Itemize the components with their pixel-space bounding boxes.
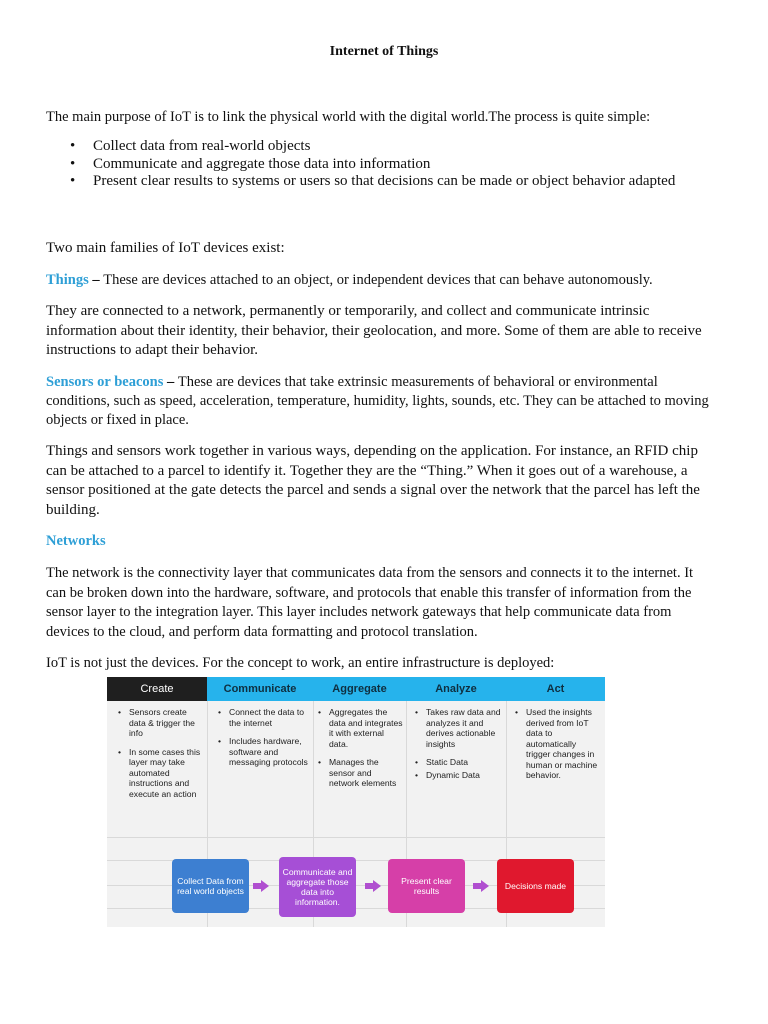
- aggregate-cell: [315, 707, 403, 797]
- flow-box-decisions: Decisions made: [497, 859, 574, 913]
- things-detail-paragraph: They are connected to a network, permanently or temporarily, and collect and communicate intrinsic information about their identity, their behavior, their geolocation, and more. Some of them are able to receive instructions to adapt their behavior.: [46, 303, 702, 358]
- header-analyze: Analyze: [406, 677, 506, 701]
- flow-box-collect: Collect Data from real world objects: [172, 859, 249, 913]
- networks-heading: Networks: [46, 533, 106, 549]
- communicate-cell: [215, 707, 309, 776]
- table-bullet: • Takes raw data and analyzes it and derives actionable insights: [412, 707, 504, 749]
- arrow-right-icon: [365, 880, 381, 892]
- bullet-item: • Collect data from real-world objects: [70, 138, 311, 154]
- table-bullet: • Manages the sensor and network elements: [315, 757, 403, 789]
- arrow-right-icon: [473, 880, 489, 892]
- header-create: Create: [107, 677, 207, 701]
- table-bullet: • Static Data: [412, 757, 504, 768]
- header-aggregate: Aggregate: [313, 677, 406, 701]
- families-heading: Two main families of IoT devices exist:: [46, 240, 285, 256]
- process-bullet-list: [46, 138, 706, 191]
- sensors-term: Sensors or beacons: [46, 374, 164, 390]
- together-paragraph: Things and sensors work together in various ways, depending on the application. For instance, an RFID chip can be attached to a parcel to identify it. Together they are the “Thing.” When it goes out of a warehouse, a sensor positioned at the gate detects the parcel and sends a signal over the network that the parcel has left the building.: [46, 443, 700, 518]
- create-cell: [115, 707, 203, 807]
- analyze-cell: [412, 707, 504, 788]
- act-cell: [512, 707, 600, 789]
- bullet-item: • Present clear results to systems or users so that decisions can be made or object behavior adapted: [70, 173, 676, 190]
- table-bullet: • Connect the data to the internet: [215, 707, 309, 728]
- header-act: Act: [506, 677, 605, 701]
- things-paragraph: Things – These are devices attached to an object, or independent devices that can behave autonomously.: [46, 272, 653, 288]
- table-bullet: • Aggregates the data and integrates it with external data.: [315, 707, 403, 749]
- intro-paragraph: The main purpose of IoT is to link the physical world with the digital world.The process is quite simple:: [46, 109, 651, 125]
- header-communicate: Communicate: [207, 677, 313, 701]
- table-bullet: • Includes hardware, software and messaging protocols: [215, 736, 309, 768]
- infrastructure-paragraph: IoT is not just the devices. For the concept to work, an entire infrastructure is deployed:: [46, 655, 555, 671]
- networks-paragraph: The network is the connectivity layer that communicates data from the sensors and connects it to the internet. It can be broken down into the hardware, software, and protocols that enable this transfer of information from the sensor layer to the integration layer. This layer includes network gateways that help communicate data from devices to the cloud, and perform data formatting and protocol translation.: [46, 565, 694, 640]
- flow-box-present: Present clear results: [388, 859, 465, 913]
- table-bullet: • Used the insights derived from IoT data to automatically trigger changes in human or machine behavior.: [512, 707, 600, 781]
- table-bullet: • Sensors create data & trigger the info: [115, 707, 203, 739]
- page-title: Internet of Things: [329, 44, 439, 59]
- things-term: Things: [46, 272, 89, 288]
- arrow-right-icon: [253, 880, 269, 892]
- iot-infrastructure-figure: [107, 677, 605, 927]
- bullet-item: • Communicate and aggregate those data into information: [70, 155, 431, 172]
- table-bullet: • In some cases this layer may take automated instructions and execute an action: [115, 747, 203, 800]
- flow-box-communicate: Communicate and aggregate those data into information.: [279, 857, 356, 917]
- sensors-paragraph: Sensors or beacons – These are devices that take extrinsic measurements of behavioral or environmental conditions, such as speed, acceleration, temperature, humidity, lights, sounds, etc. They can be attached to moving objects or fixed in place.: [46, 374, 709, 428]
- table-bullet: • Dynamic Data: [412, 770, 504, 781]
